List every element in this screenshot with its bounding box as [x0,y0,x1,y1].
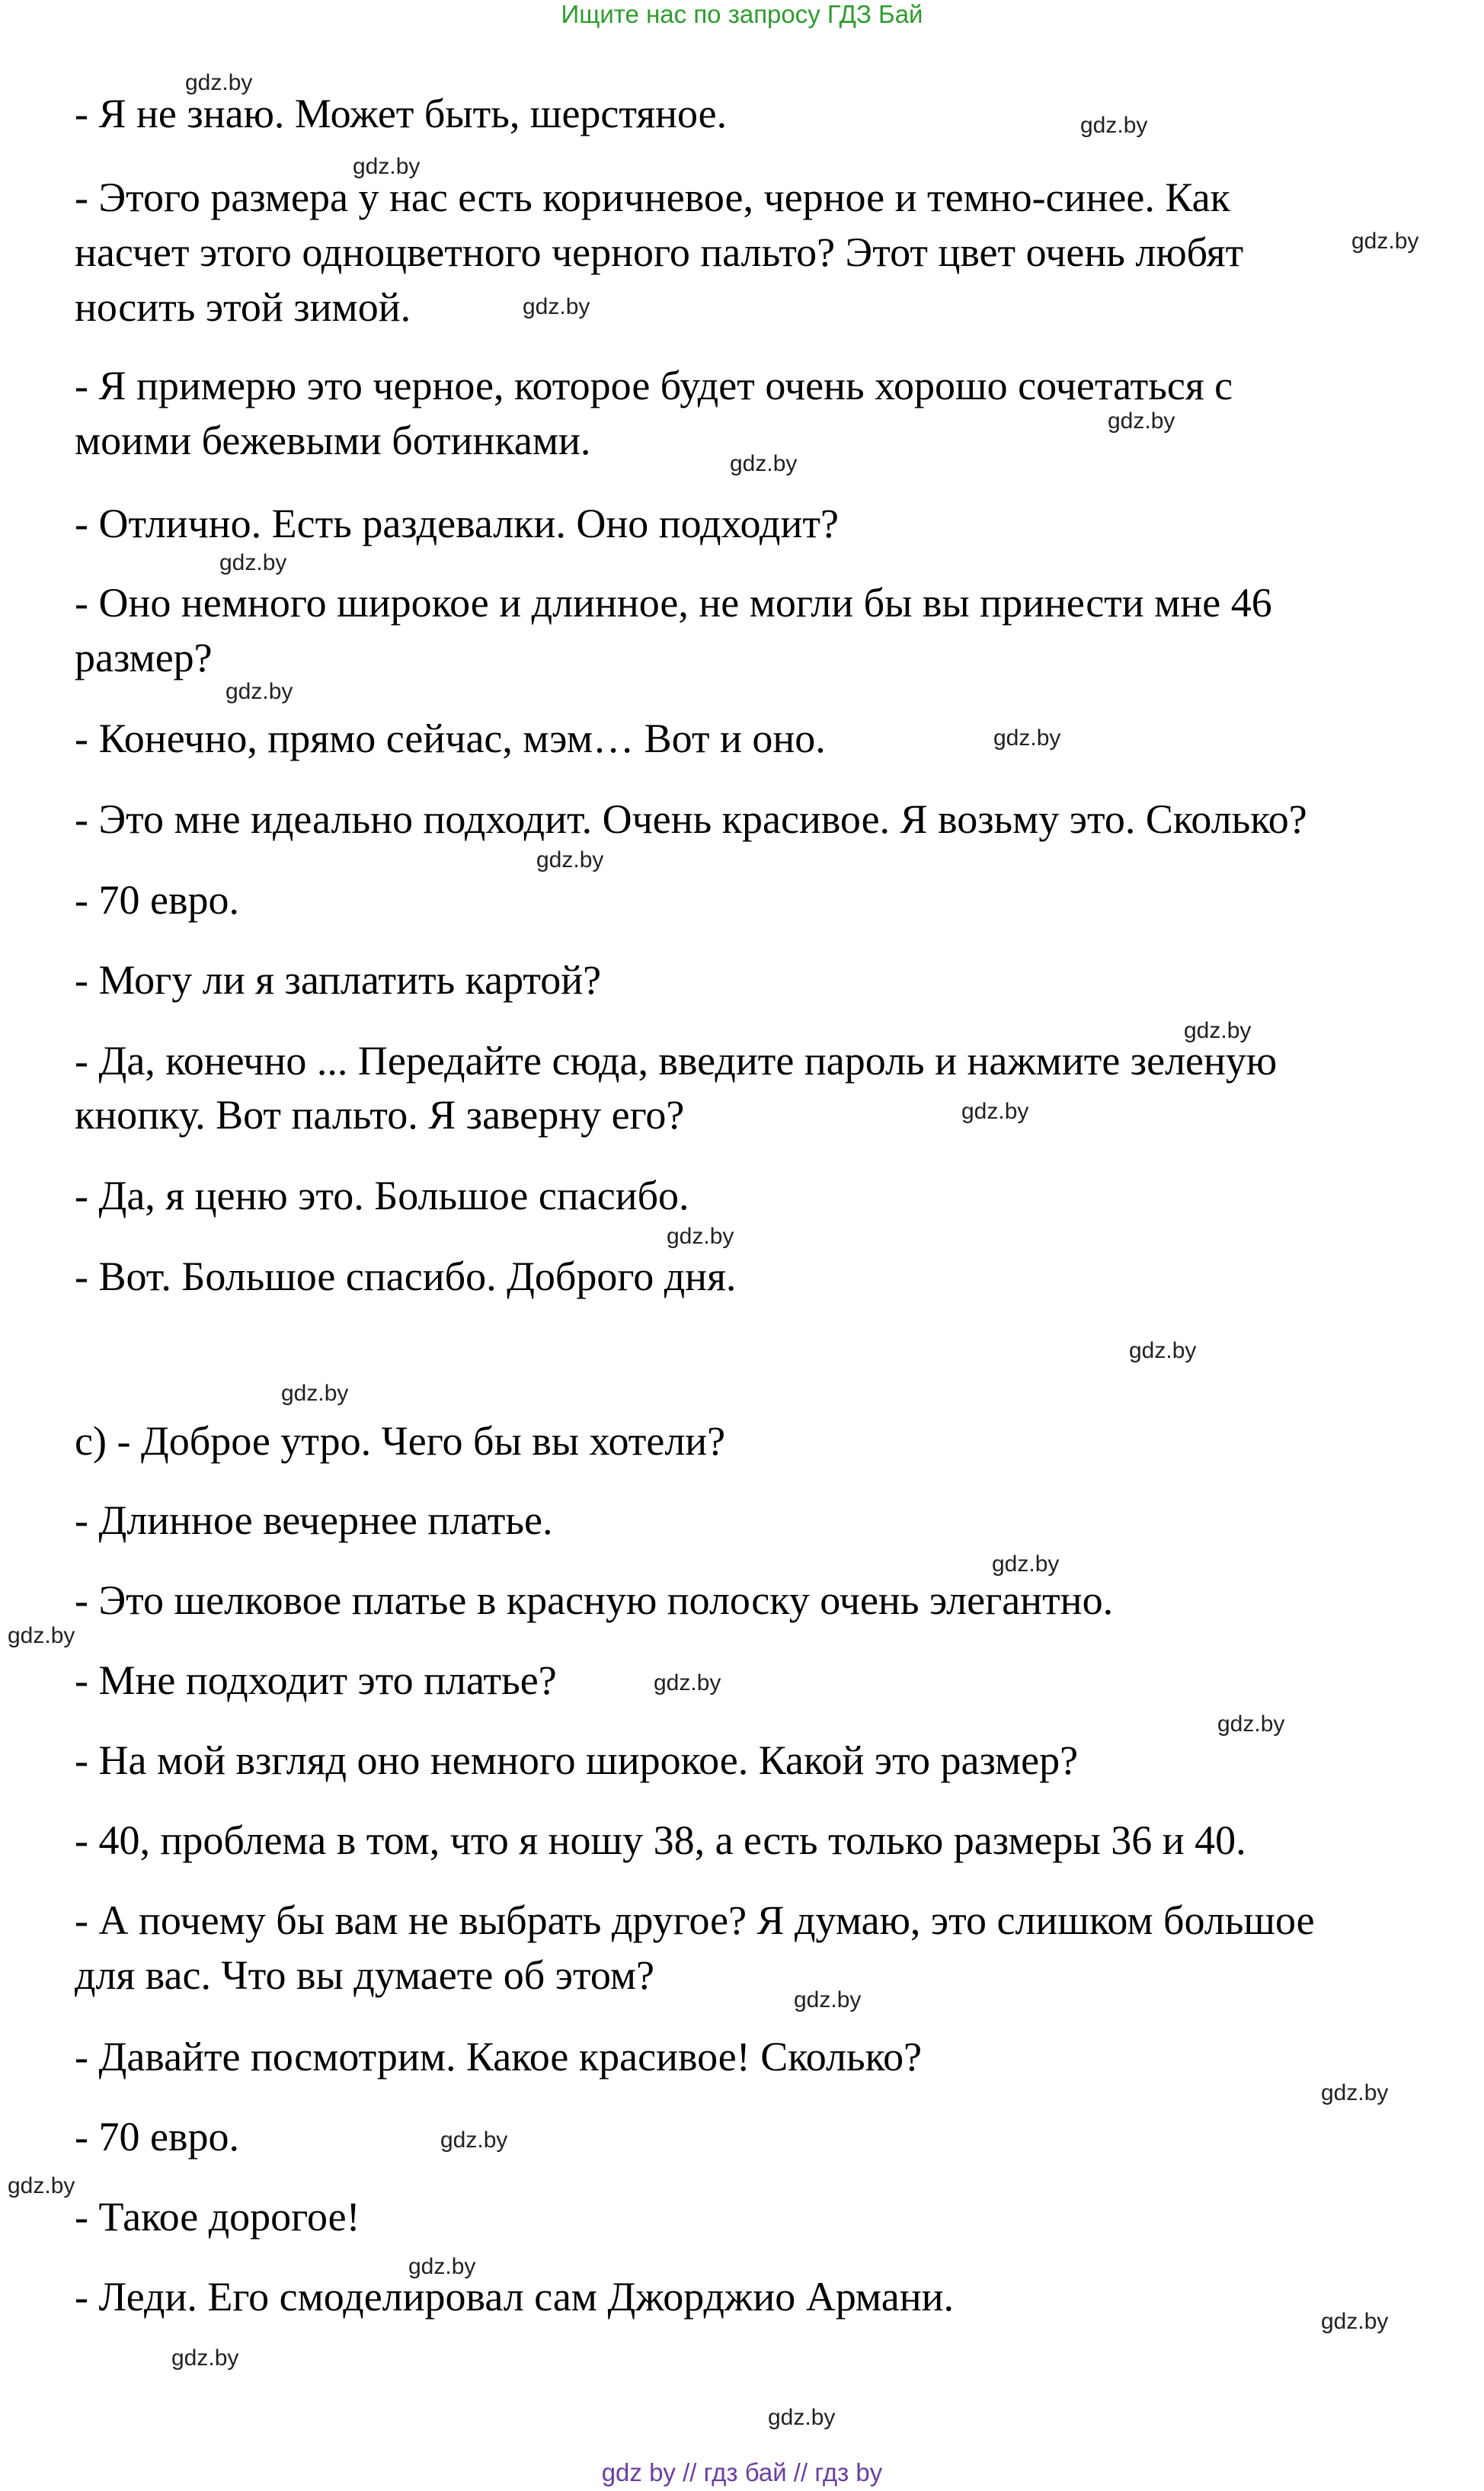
watermark: gdz.by [219,550,287,575]
text-line: - Давайте посмотрим. Какое красивое! Сколько? [75,2034,923,2080]
watermark: gdz.by [1217,1711,1285,1737]
watermark: gdz.by [225,679,293,704]
watermark: gdz.by [1321,2309,1389,2334]
watermark: gdz.by [961,1099,1029,1124]
watermark: gdz.by [794,1987,862,2012]
text-line: - Да, я ценю это. Большое спасибо. [75,1173,689,1218]
text-line: - Такое дорогое! [75,2194,360,2240]
watermark: gdz.by [171,2345,239,2371]
watermark: gdz.by [1351,229,1419,254]
watermark: gdz.by [768,2405,836,2430]
text-line: - Длинное вечернее платье. [75,1497,553,1543]
watermark: gdz.by [523,294,590,319]
watermark: gdz.by [8,2173,75,2198]
watermark: gdz.by [1080,113,1148,138]
watermark: gdz.by [536,847,604,872]
watermark: gdz.by [992,1551,1060,1577]
text-line: носить этой зимой. [75,284,411,330]
page-footer: gdz by // гдз бай // гдз by [601,2458,883,2486]
text-line: кнопку. Вот пальто. Я заверну его? [75,1092,685,1138]
watermark: gdz.by [1321,2080,1389,2105]
text-line: - 70 евро. [75,877,239,923]
watermark: gdz.by [353,154,421,179]
watermark: gdz.by [993,725,1061,751]
watermark: gdz.by [8,1623,75,1648]
watermark: gdz.by [1129,1338,1197,1363]
text-line: - Я не знаю. Может быть, шерстяное. [75,91,728,136]
watermark: gdz.by [408,2254,476,2279]
text-line: - Отлично. Есть раздевалки. Оно подходит? [75,501,839,546]
watermark: gdz.by [440,2128,508,2153]
watermark: gdz.by [185,70,253,95]
text-line: для вас. Что вы думаете об этом? [75,1952,654,1998]
text-line: размер? [75,635,213,680]
text-line: - Мне подходит это платье? [75,1657,557,1703]
text-line: - На мой взгляд оно немного широкое. Какой это размер? [75,1737,1079,1783]
watermark: gdz.by [1108,408,1175,434]
text-line: - Это мне идеально подходит. Очень красивое. Я возьму это. Сколько? [75,796,1307,842]
text-line: - Это шелковое платье в красную полоску очень элегантно. [75,1577,1114,1623]
watermark: gdz.by [654,1670,721,1695]
text-line: - Этого размера у нас есть коричневое, черное и темно-синее. Как [75,174,1230,220]
watermark: gdz.by [667,1224,734,1249]
text-line: - Да, конечно ... Передайте сюда, введите пароль и нажмите зеленую [75,1038,1278,1084]
text-line: - Конечно, прямо сейчас, мэм… Вот и оно. [75,716,826,761]
text-line: - Вот. Большое спасибо. Доброго дня. [75,1254,737,1299]
section-c-line: c) - Доброе утро. Чего бы вы хотели? [75,1418,726,1464]
text-line: - Могу ли я заплатить картой? [75,957,602,1003]
watermark: gdz.by [281,1381,349,1406]
text-line: насчет этого одноцветного черного пальто? Этот цвет очень любят [75,229,1244,275]
text-line: - А почему бы вам не выбрать другое? Я думаю, это слишком большое [75,1897,1315,1943]
page-header: Ищите нас по запросу ГДЗ Бай [561,0,923,28]
text-line: моими бежевыми ботинками. [75,418,591,463]
text-line: - 40, проблема в том, что я ношу 38, а есть только размеры 36 и 40. [75,1817,1246,1863]
watermark: gdz.by [1184,1018,1252,1043]
text-line: - Леди. Его смоделировал сам Джорджио Армани. [75,2274,954,2320]
watermark: gdz.by [730,451,798,476]
text-line: - Я примерю это черное, которое будет очень хорошо сочетаться с [75,363,1233,408]
text-line: - 70 евро. [75,2114,239,2160]
text-line: - Оно немного широкое и длинное, не могли бы вы принести мне 46 [75,580,1272,626]
